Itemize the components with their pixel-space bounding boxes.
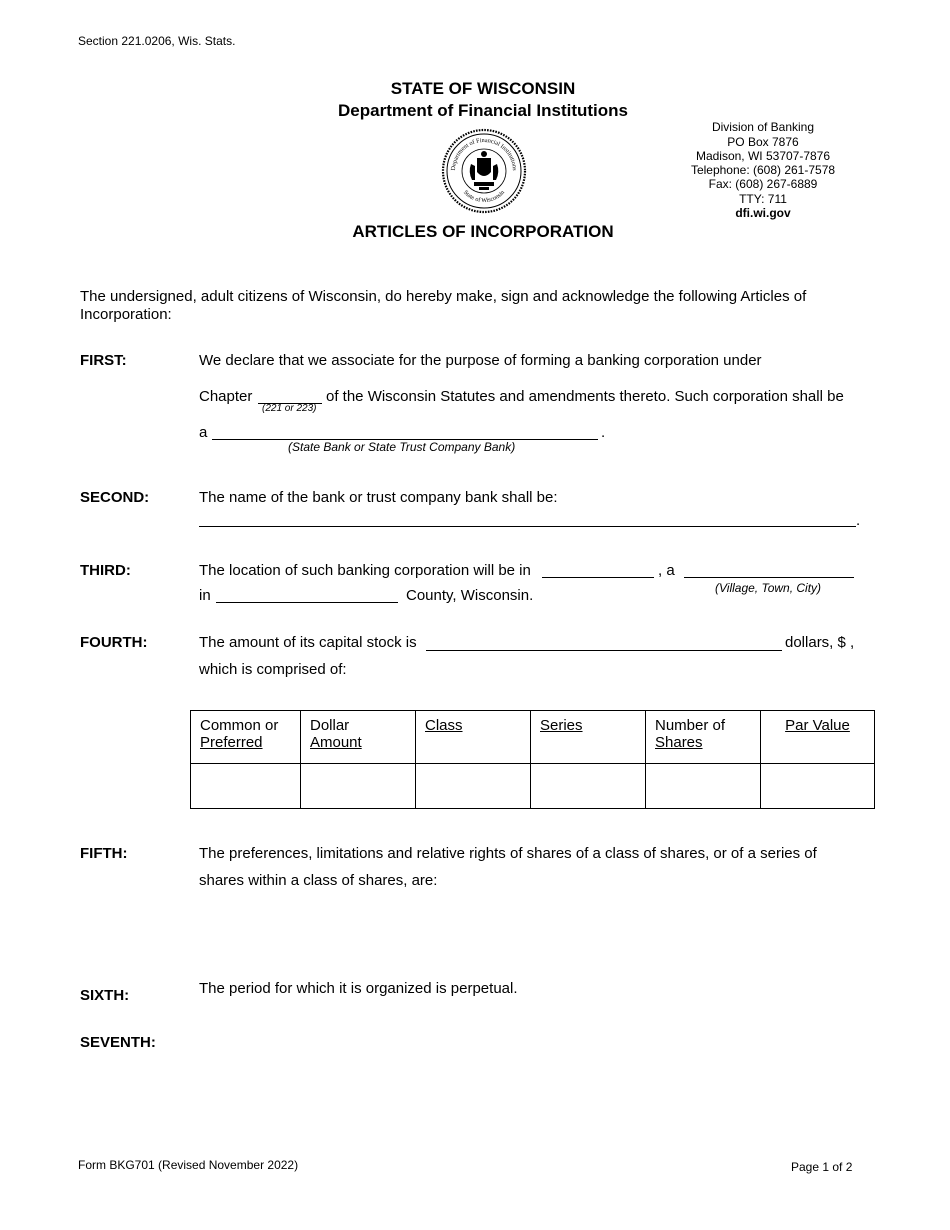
contact-fax: Fax: (608) 267-6889 (708, 177, 818, 191)
third-text-1: The location of such banking corporation will be in (199, 562, 531, 579)
cell-class[interactable] (416, 764, 531, 809)
contact-po-box: PO Box 7876 (727, 135, 799, 149)
form-identifier: Form BKG701 (Revised November 2022) (78, 1158, 299, 1172)
location-field[interactable] (542, 577, 654, 578)
form-title: ARTICLES OF INCORPORATION (352, 222, 614, 241)
contact-telephone: Telephone: (608) 261-7578 (690, 163, 836, 177)
statute-reference: Section 221.0206, Wis. Stats. (78, 34, 236, 48)
fourth-label: FOURTH: (80, 634, 148, 651)
fourth-dollars: dollars, $ , (785, 634, 855, 651)
col-series: Series (531, 711, 646, 764)
col-class: Class (416, 711, 531, 764)
department-heading: Department of Financial Institutions (338, 101, 628, 120)
intro-line-2: Incorporation: (80, 306, 172, 323)
third-comma-a: , a (658, 562, 675, 579)
county-field[interactable] (216, 602, 398, 603)
second-text: The name of the bank or trust company bank shall be: (199, 489, 558, 506)
svg-text:State of Wisconsin: State of Wisconsin (461, 189, 507, 205)
page-number: Page 1 of 2 (791, 1160, 853, 1174)
first-line-3-prefix: a (199, 424, 208, 441)
contact-division: Division of Banking (711, 120, 815, 134)
state-seal-icon (441, 128, 527, 214)
contact-city: Madison, WI 53707-7876 (695, 149, 831, 163)
seventh-label: SEVENTH: (80, 1034, 156, 1051)
second-label: SECOND: (80, 489, 150, 506)
bank-type-hint: (State Bank or State Trust Company Bank) (288, 440, 516, 454)
col-par-value: Par Value (761, 711, 875, 764)
capital-stock-field[interactable] (426, 650, 782, 651)
intro-line-1: The undersigned, adult citizens of Wisconsin, do hereby make, sign and acknowledge the following Articles of (80, 288, 807, 305)
third-text-in: in (199, 587, 211, 604)
third-text-county: County, Wisconsin. (406, 587, 534, 604)
first-label: FIRST: (80, 352, 127, 369)
col-dollar-amount: Dollar Amount (301, 711, 416, 764)
fifth-line-1: The preferences, limitations and relative rights of shares of a class of shares, or of a series of (199, 845, 817, 862)
cell-dollar-amount[interactable] (301, 764, 416, 809)
second-suffix: . (856, 512, 861, 529)
cell-number-of-shares[interactable] (646, 764, 761, 809)
first-line-3-suffix: . (601, 424, 606, 441)
sixth-text: The period for which it is organized is perpetual. (199, 980, 518, 997)
table-row (191, 764, 875, 809)
first-line-2: of the Wisconsin Statutes and amendments thereto. Such corporation shall be (326, 388, 844, 405)
locality-hint: (Village, Town, City) (715, 581, 822, 595)
cell-series[interactable] (531, 764, 646, 809)
state-heading: STATE OF WISCONSIN (390, 79, 576, 98)
third-label: THIRD: (80, 562, 131, 579)
cell-common-preferred[interactable] (191, 764, 301, 809)
sixth-label: SIXTH: (80, 987, 130, 1004)
cell-par-value[interactable] (761, 764, 875, 809)
col-number-of-shares: Number of Shares (646, 711, 761, 764)
capital-stock-table (190, 710, 875, 809)
chapter-hint: (221 or 223) (262, 403, 317, 414)
first-chapter-word: Chapter (199, 388, 253, 405)
fifth-line-2: shares within a class of shares, are: (199, 872, 438, 889)
bank-name-field[interactable] (199, 526, 856, 527)
col-common-preferred: Common or Preferred (191, 711, 301, 764)
fourth-text-2: which is comprised of: (199, 661, 347, 678)
fifth-label: FIFTH: (80, 845, 128, 862)
locality-type-field[interactable] (684, 577, 854, 578)
first-line-1: We declare that we associate for the purpose of forming a banking corporation under (199, 352, 762, 369)
svg-text:Department of Financial Instit: Department of Financial Institutions (449, 136, 519, 171)
contact-tty: TTY: 711 (739, 192, 787, 206)
contact-website[interactable]: dfi.wi.gov (735, 206, 791, 220)
fourth-text-1: The amount of its capital stock is (199, 634, 417, 651)
